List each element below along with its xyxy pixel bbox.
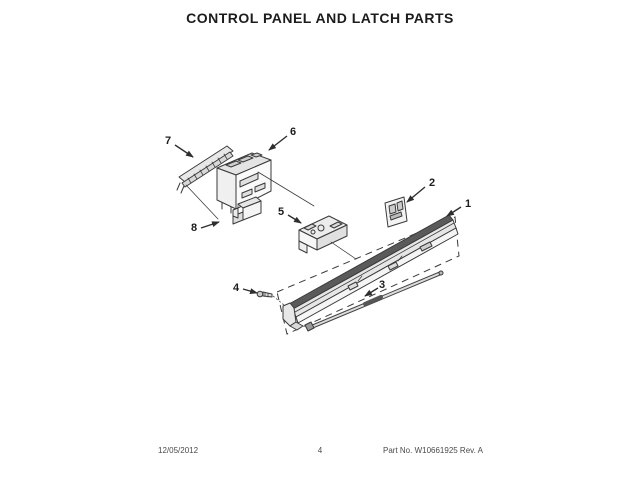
page-title: CONTROL PANEL AND LATCH PARTS (186, 10, 454, 26)
callout-7: 7 (164, 135, 172, 147)
footer-page-number: 4 (317, 446, 323, 455)
part-4-screw (257, 291, 284, 305)
part-5-latch-assembly (299, 216, 356, 259)
callout-8: 8 (190, 222, 198, 234)
footer-part-number: Part No. W10661925 Rev. A (383, 446, 483, 455)
callout-5: 5 (277, 206, 285, 218)
footer-date: 12/05/2012 (158, 446, 199, 455)
callout-6: 6 (289, 126, 297, 138)
callout-3: 3 (378, 279, 386, 291)
callout-numbers (165, 126, 471, 294)
callout-2: 2 (428, 177, 436, 189)
callout-1: 1 (464, 198, 472, 210)
part-2-keypad (385, 197, 407, 227)
callout-4: 4 (232, 282, 240, 294)
part-6-control-unit (217, 153, 314, 213)
page-footer (0, 446, 640, 460)
